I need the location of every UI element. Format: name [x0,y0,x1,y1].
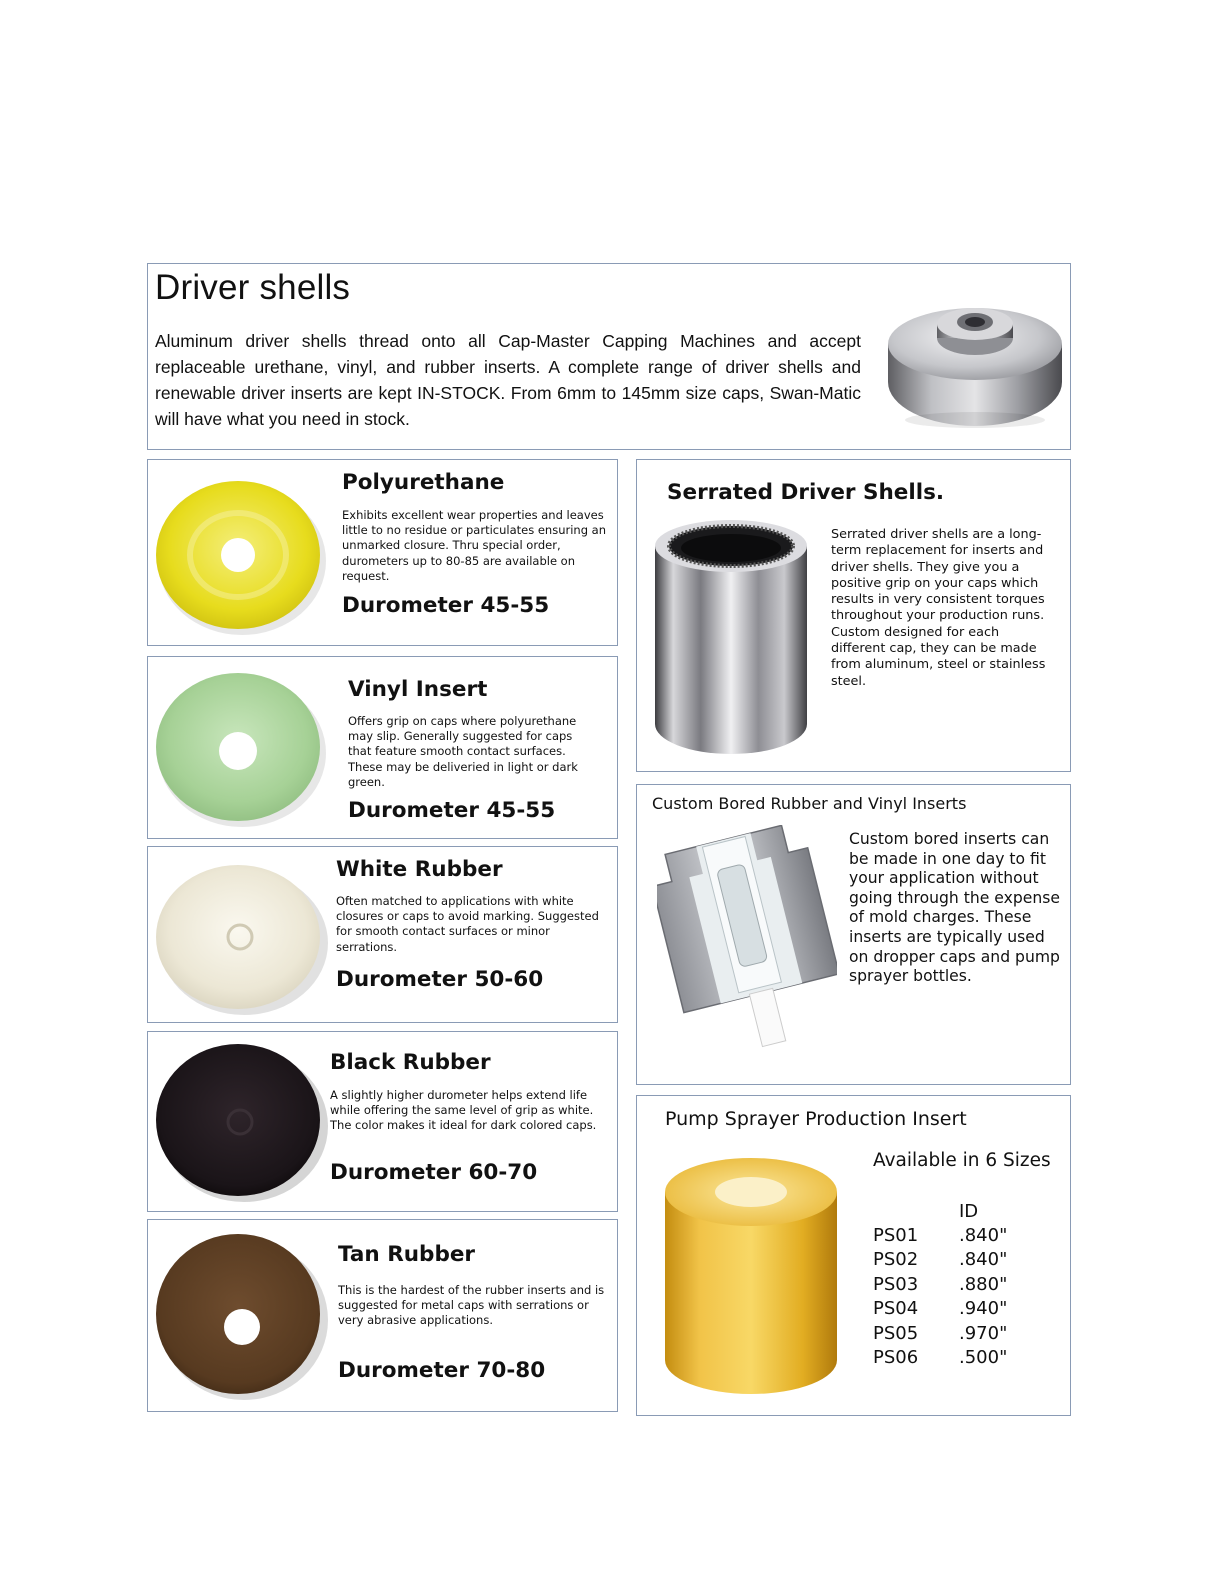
insert-description: Often matched to applications with white closures or caps to avoid marking. Suggested for smooth contact surfaces or minor serrations. [336,894,599,954]
intro-paragraph: Aluminum driver shells thread onto all Cap-Master Capping Machines and accept replaceable urethane, vinyl, and rubber inserts. A complete range of driver shells and renewable driver inserts are kept IN-STOCK. From 6mm to 145mm size caps, Swan-Matic will have what you need in stock. [155,331,861,429]
insert-title: White Rubber [336,857,503,882]
insert-title: Tan Rubber [338,1242,476,1267]
driver-shells-panel [147,263,1071,450]
pump-sprayer-insert-image [657,1152,847,1402]
page-title: Driver shells [155,268,351,307]
tan-rubber-insert-card [147,1219,618,1412]
inner-diameter: .940" [959,1298,1008,1320]
durometer-rating: Durometer 60-70 [330,1160,538,1185]
vinyl-insert-card [147,656,618,839]
durometer-rating: Durometer 70-80 [338,1358,546,1383]
white-rubber-insert-card [147,846,618,1023]
inner-diameter: .840" [959,1225,1008,1247]
part-number: PS01 [873,1225,919,1247]
table-row [873,1345,1007,1369]
table-header-row [873,1199,1007,1223]
inner-diameter: .840" [959,1249,1008,1271]
inner-diameter: .500" [959,1347,1008,1369]
white-rubber-insert-image [152,857,328,1017]
part-column-header [873,1199,959,1223]
black-rubber-insert-image [152,1038,328,1204]
serrated-description: Serrated driver shells are a long-term replacement for inserts and driver shells. They give you a positive grip on your caps which results in very consistent torques throughout your production runs. Custom designed for each different cap, they can be made from aluminum, steel or stainless steel. [831,527,1046,689]
table-row [873,1272,1007,1296]
custom-bored-inserts-card [636,784,1071,1085]
part-number: PS06 [873,1347,919,1369]
custom-bored-insert-image [657,825,837,1057]
id-column-header: ID [959,1200,979,1222]
polyurethane-insert-image [152,475,328,635]
insert-description: Exhibits excellent wear properties and leaves little to no residue or particulates ensuring an unmarked closure. Thru special order, durometers up to 80-85 are available on request. [342,508,607,583]
insert-description: Offers grip on caps where polyurethane may slip. Generally suggested for caps that feature smooth contact surfaces. These may be deliveried in light or dark green. [348,714,578,789]
serrated-title: Serrated Driver Shells. [667,480,945,505]
aluminum-driver-shell-image [884,300,1066,432]
custom-bored-title: Custom Bored Rubber and Vinyl Inserts [652,794,967,813]
table-row [873,1223,1007,1247]
part-number: PS03 [873,1273,919,1295]
insert-title: Black Rubber [330,1050,491,1075]
inner-diameter: .880" [959,1273,1008,1295]
insert-title: Vinyl Insert [348,677,488,702]
table-row [873,1321,1007,1345]
serrated-driver-shells-card [636,459,1071,772]
part-number: PS04 [873,1298,919,1320]
part-number: PS02 [873,1249,919,1271]
table-row [873,1297,1007,1321]
insert-description: This is the hardest of the rubber inserts and is suggested for metal caps with serrations or very abrasive applications. [338,1283,605,1328]
part-number: PS05 [873,1322,919,1344]
polyurethane-insert-card [147,459,618,646]
serrated-driver-shell-image [641,518,821,764]
available-sizes-note: Available in 6 Sizes [873,1150,1051,1171]
insert-title: Polyurethane [342,470,505,495]
pump-sprayer-size-table [873,1199,1007,1370]
durometer-rating: Durometer 45-55 [342,593,550,618]
insert-description: A slightly higher durometer helps extend life while offering the same level of grip as white. The color makes it ideal for dark colored caps. [330,1088,597,1133]
inner-diameter: .970" [959,1322,1008,1344]
durometer-rating: Durometer 50-60 [336,967,544,992]
pump-sprayer-insert-card [636,1095,1071,1416]
durometer-rating: Durometer 45-55 [348,798,556,823]
table-row [873,1248,1007,1272]
vinyl-insert-image [152,667,328,827]
pump-sprayer-title: Pump Sprayer Production Insert [665,1108,967,1130]
custom-bored-description: Custom bored inserts can be made in one day to fit your application without going through the expense of mold charges. These inserts are typically used on dropper caps and pump sprayer bottles. [849,830,1060,986]
black-rubber-insert-card [147,1031,618,1212]
tan-rubber-insert-image [152,1228,328,1404]
